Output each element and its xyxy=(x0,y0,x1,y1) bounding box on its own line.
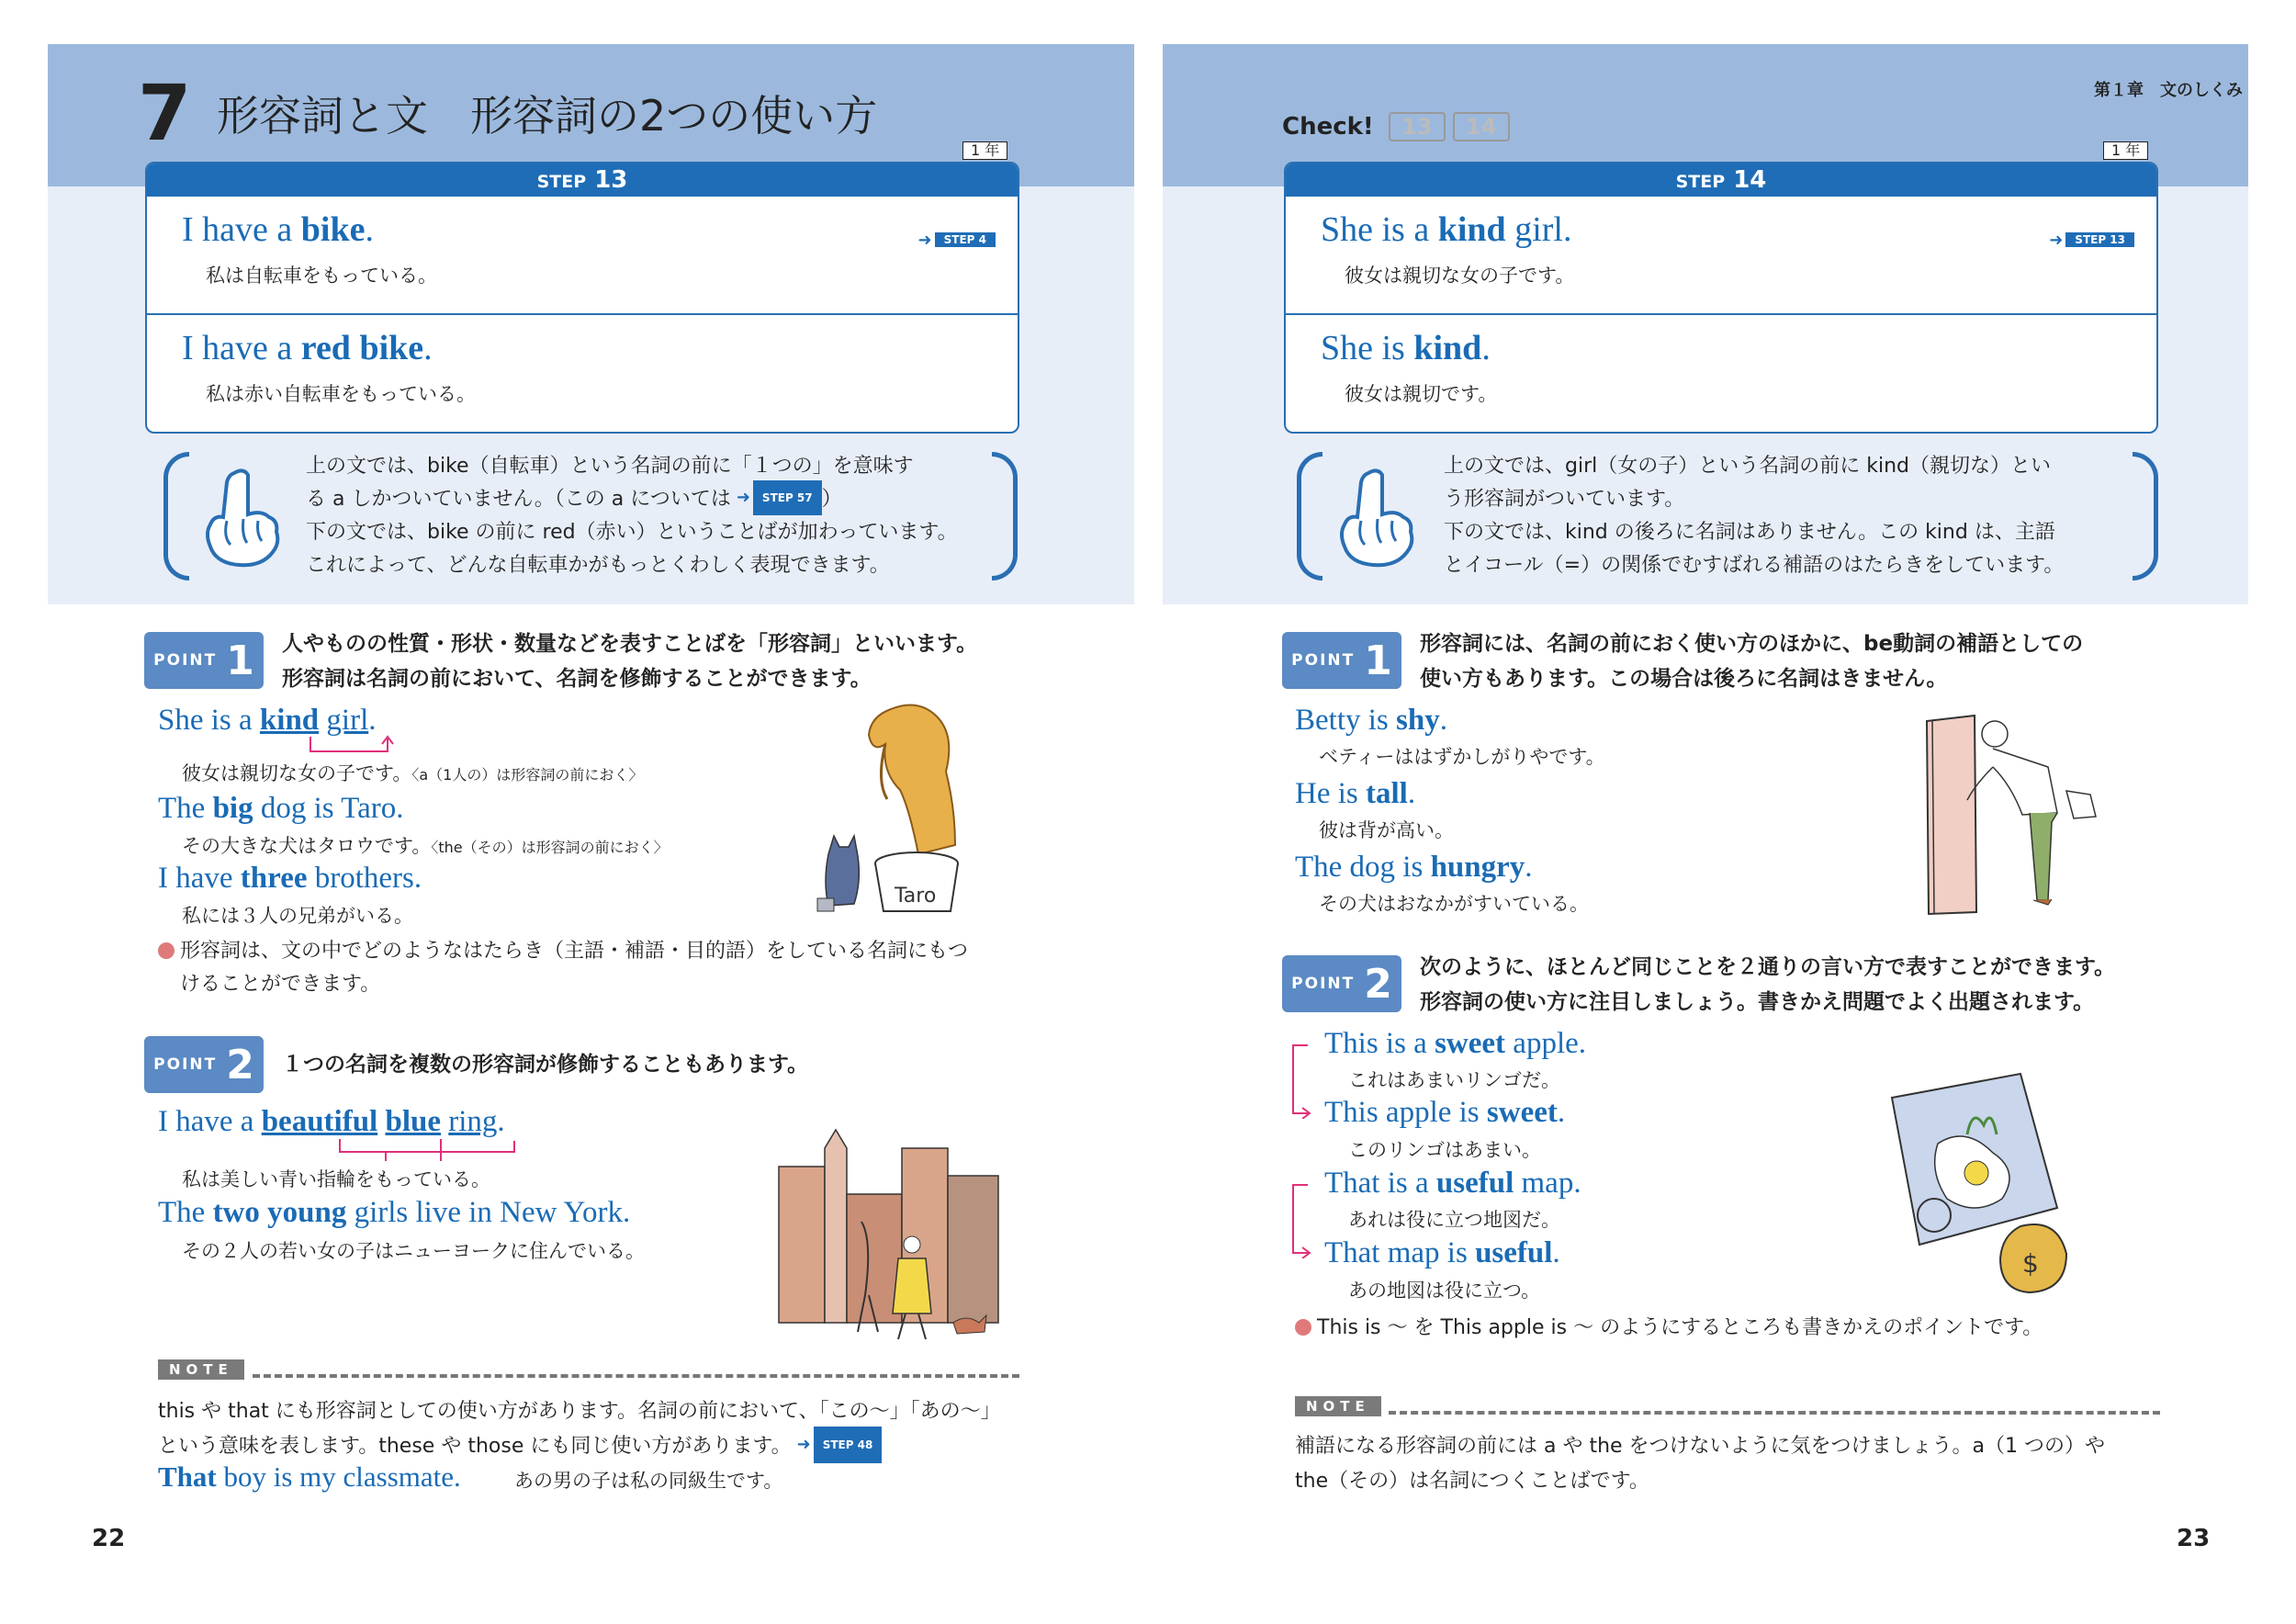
example-jp: ベティーははずかしがりやです。 xyxy=(1319,746,1605,768)
treasure-map-illustration xyxy=(1883,1070,2076,1300)
example-en: I have a beautiful blue ring. xyxy=(158,1105,505,1138)
note-divider xyxy=(253,1374,1019,1378)
point-2-tag: POINT 2 xyxy=(144,1036,264,1093)
note-text: 補語になる形容詞の前には a や the をつけないように気をつけましょう。a（1 つの）や the（その）は名詞につくことばです。 xyxy=(1295,1435,2106,1493)
left-bracket xyxy=(1297,452,1322,581)
point-1-tag: POINT 1 xyxy=(144,632,264,689)
step-row xyxy=(147,313,1018,430)
new-york-city-illustration xyxy=(770,1111,1022,1341)
example-jp: 彼は背が高い。 xyxy=(1319,819,1454,841)
right-bracket xyxy=(992,452,1018,581)
point-2-text: 次のように、ほとんど同じことを２通りの言い方で表すことができます。 形容詞の使い方に注目しましょう。書きかえ問題でよく出題されます。 xyxy=(1420,955,2116,1014)
pointing-hand-icon xyxy=(197,464,285,570)
check-box[interactable]: 14 xyxy=(1453,112,1510,141)
explanation-text: 上の文では、girl（女の子）という名詞の前に kind（親切な）とい う形容詞がついています。 下の文では、kind の後ろに名詞はありません。この kind は、主語 とイコール（=）の関係でむすばれる補語のはたらきをしています。 xyxy=(1444,455,2065,577)
step-sentence-en: She is a kind girl. xyxy=(1321,210,1572,249)
right-page xyxy=(1148,0,2296,1624)
step-sentence-en: I have a red bike. xyxy=(182,329,433,367)
bullet-note: 形容詞は、文の中でどのようなはたらき（主語・補語・目的語）をしている名詞にもつ けることができます。 xyxy=(158,935,968,1001)
bullet-dot-icon xyxy=(1295,1319,1311,1336)
arrow-right-icon: ➜ xyxy=(917,230,932,250)
example-jp: あれは役に立つ地図だ。 xyxy=(1348,1209,1560,1231)
rewrite-arrow xyxy=(1288,1043,1315,1119)
check-row: Check! 13 14 xyxy=(1282,112,1510,141)
step-sentence-en: She is kind. xyxy=(1321,329,1491,367)
example-en: She is a kind girl. xyxy=(158,704,377,737)
example-jp: あの地図は役に立つ。 xyxy=(1348,1280,1541,1302)
note-label: NOTE xyxy=(158,1359,244,1380)
check-box[interactable]: 13 xyxy=(1389,112,1446,141)
step-reference-link[interactable]: ➜ STEP 4 xyxy=(918,231,996,248)
example-en: The big dog is Taro. xyxy=(158,792,404,825)
step-row xyxy=(1286,197,2156,313)
right-bracket xyxy=(2133,452,2158,581)
example-en: That is a useful map. xyxy=(1324,1167,1581,1200)
step-box xyxy=(1284,162,2158,434)
point-2-text: １つの名詞を複数の形容詞が修飾することもあります。 xyxy=(282,1053,809,1077)
page-number: 23 xyxy=(2177,1525,2211,1552)
step-box xyxy=(145,162,1019,434)
example-en: Betty is shy. xyxy=(1295,704,1447,737)
bullet-dot-icon xyxy=(158,942,174,959)
lesson-number: 7 xyxy=(138,68,192,158)
step-sentence-en: I have a bike. xyxy=(182,210,374,249)
step-sentence-jp: 私は赤い自転車をもっている。 xyxy=(206,383,476,405)
pointing-hand-icon xyxy=(1332,464,1419,570)
note-example-en: That boy is my classmate. xyxy=(158,1460,461,1493)
arrow-right-icon: ➜ xyxy=(736,488,750,507)
note-text: this や that にも形容詞としての使い方があります。名詞の前において、「この～」「あの～」 という意味を表します。these や those にも同じ使い方があります。 ➜ STEP 48 xyxy=(158,1394,1001,1464)
svg-text:Taro: Taro xyxy=(895,885,937,908)
example-jp: その犬はおなかがすいている。 xyxy=(1319,893,1589,915)
step-sentence-jp: 彼女は親切です。 xyxy=(1345,383,1498,405)
modifier-arrow xyxy=(303,735,404,759)
note-divider xyxy=(1389,1411,2160,1415)
rewrite-arrow xyxy=(1288,1183,1315,1258)
example-jp: 私は美しい青い指輪をもっている。 xyxy=(182,1168,490,1190)
chapter-title: 第１章 文のしくみ xyxy=(2094,81,2243,100)
example-jp: その大きな犬はタロウです。〈the（その）は形容詞の前におく〉 xyxy=(182,835,669,857)
point-1-text: 人やものの性質・形状・数量などを表すことばを「形容詞」といいます。 形容詞は名詞の前において、名詞を修飾することができます。 xyxy=(282,632,978,691)
example-en: I have three brothers. xyxy=(158,862,422,895)
step-header: STEP 14 xyxy=(1286,164,2156,197)
example-jp: その２人の若い女の子はニューヨークに住んでいる。 xyxy=(182,1240,645,1262)
step-reference-link[interactable]: ➜ STEP 48 xyxy=(797,1437,883,1453)
step-reference-link[interactable]: ➜ STEP 57 xyxy=(737,490,822,506)
point-2-tag: POINT 2 xyxy=(1282,955,1401,1012)
note-example-jp: あの男の子は私の同級生です。 xyxy=(514,1470,783,1492)
example-jp: 彼女は親切な女の子です。〈a（1人の）は形容詞の前におく〉 xyxy=(182,762,644,784)
example-jp: 私には３人の兄弟がいる。 xyxy=(182,905,413,927)
step-row xyxy=(1286,313,2156,430)
example-en: The two young girls live in New York. xyxy=(158,1196,631,1229)
step-reference-link[interactable]: ➜ STEP 13 xyxy=(2049,231,2134,248)
bullet-note: This is ～ を This apple is ～ のようにするところも書きかえのポイントです。 xyxy=(1295,1312,2043,1340)
point-1-text: 形容詞には、名詞の前におく使い方のほかに、be動詞の補語としての 使い方もあります。この場合は後ろに名詞はきません。 xyxy=(1420,632,2084,691)
arrow-right-icon: ➜ xyxy=(796,1435,811,1454)
note-label: NOTE xyxy=(1295,1396,1381,1416)
step-sentence-jp: 私は自転車をもっている。 xyxy=(206,265,437,287)
dog-and-cat-illustration xyxy=(808,698,1001,919)
step-header: STEP 13 xyxy=(147,164,1018,197)
grade-label: 1 年 xyxy=(962,141,1007,160)
example-jp: このリンゴはあまい。 xyxy=(1348,1139,1541,1161)
example-jp: これはあまいリンゴだ。 xyxy=(1348,1069,1560,1091)
svg-text:$: $ xyxy=(2022,1248,2039,1279)
modifier-arrow xyxy=(331,1137,542,1165)
example-en: This apple is sweet. xyxy=(1324,1096,1566,1129)
point-1-tag: POINT 1 xyxy=(1282,632,1401,689)
left-bracket xyxy=(163,452,189,581)
example-en: He is tall. xyxy=(1295,777,1416,810)
example-en: That map is useful. xyxy=(1324,1236,1560,1269)
explanation-text: 上の文では、bike（自転車）という名詞の前に「１つの」を意味す る a しかついていません。（この a については ➜ STEP 57 ） 下の文では、bike の前に red（赤い）ということばが加わっています。 これによって、どんな自転車かがもっとくわしく表現できます。 xyxy=(306,455,958,577)
example-en: The dog is hungry. xyxy=(1295,851,1533,884)
page-number: 22 xyxy=(92,1525,126,1552)
lesson-title: 形容詞と文 形容詞の2つの使い方 xyxy=(217,91,878,141)
step-row xyxy=(147,197,1018,313)
step-sentence-jp: 彼女は親切な女の子です。 xyxy=(1345,265,1575,287)
grade-label: 1 年 xyxy=(2103,141,2148,160)
example-en: This is a sweet apple. xyxy=(1324,1027,1587,1060)
shy-man-at-door-illustration xyxy=(1919,712,2103,919)
arrow-right-icon: ➜ xyxy=(2049,230,2064,250)
